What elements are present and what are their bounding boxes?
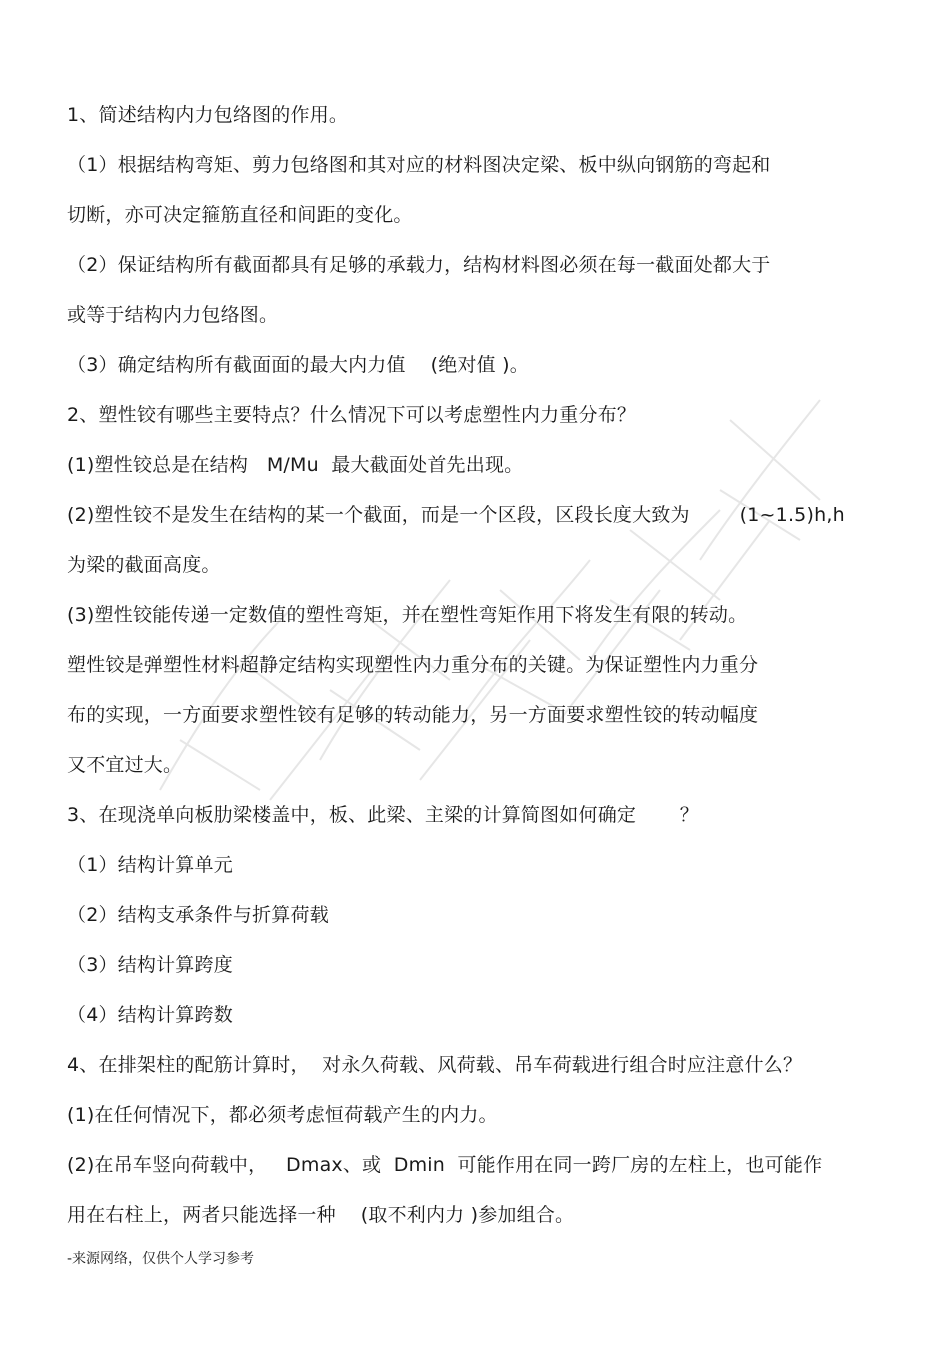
text-line: 布的实现，一方面要求塑性铰有足够的转动能力，另一方面要求塑性铰的转动幅度 xyxy=(67,704,759,726)
text-line: （1）结构计算单元 xyxy=(67,854,233,876)
text-line: (1)在任何情况下，都必须考虑恒荷载产生的内力。 xyxy=(67,1104,498,1126)
text-line: (2)塑性铰不是发生在结构的某一个截面，而是一个区段，区段长度大致为 (1~1.5)h,h xyxy=(67,504,845,526)
text-line: (3)塑性铰能传递一定数值的塑性弯矩，并在塑性弯矩作用下将发生有限的转动。 xyxy=(67,604,748,626)
text-line: 塑性铰是弹塑性材料超静定结构实现塑性内力重分布的关键。为保证塑性内力重分 xyxy=(67,654,759,676)
text-line: 1、简述结构内力包络图的作用。 xyxy=(67,104,349,126)
text-line: 又不宜过大。 xyxy=(67,754,183,776)
text-line: 切断，亦可决定箍筋直径和间距的变化。 xyxy=(67,204,413,226)
text-line: 2、塑性铰有哪些主要特点？什么情况下可以考虑塑性内力重分布？ xyxy=(67,404,637,426)
text-line: 或等于结构内力包络图。 xyxy=(67,304,279,326)
text-line: 为梁的截面高度。 xyxy=(67,554,221,576)
text-line: 用在右柱上，两者只能选择一种 (取不利内力 )参加组合。 xyxy=(67,1204,575,1226)
watermark-graphic xyxy=(120,360,880,830)
text-line: （3）确定结构所有截面面的最大内力值 (绝对值 )。 xyxy=(67,354,529,376)
text-line: 3、在现浇单向板肋梁楼盖中，板、此梁、主梁的计算简图如何确定 ？ xyxy=(67,804,699,826)
text-line: （3）结构计算跨度 xyxy=(67,954,233,976)
text-line: （2）结构支承条件与折算荷载 xyxy=(67,904,329,926)
text-line: （2）保证结构所有截面都具有足够的承载力，结构材料图必须在每一截面处都大于 xyxy=(67,254,771,276)
footer-note: -来源网络，仅供个人学习参考 xyxy=(67,1251,255,1267)
text-line: (2)在吊车竖向荷载中， Dmax、或 Dmin 可能作用在同一跨厂房的左柱上，也可能作 xyxy=(67,1154,823,1176)
text-line: （4）结构计算跨数 xyxy=(67,1004,233,1026)
text-line: （1）根据结构弯矩、剪力包络图和其对应的材料图决定梁、板中纵向钢筋的弯起和 xyxy=(67,154,771,176)
text-line: (1)塑性铰总是在结构 M/Mu 最大截面处首先出现。 xyxy=(67,454,524,476)
text-line: 4、在排架柱的配筋计算时， 对永久荷载、风荷载、吊车荷载进行组合时应注意什么？ xyxy=(67,1054,803,1076)
